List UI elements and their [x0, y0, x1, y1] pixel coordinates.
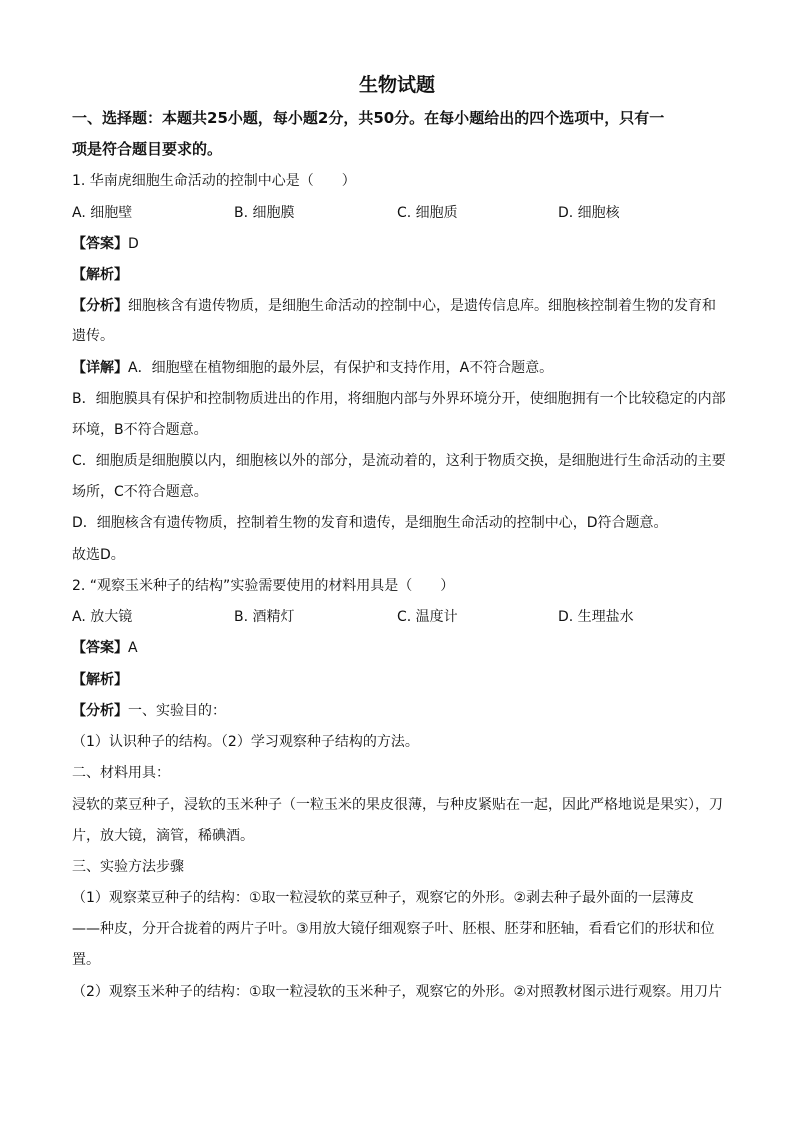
answer-value: D [128, 236, 139, 252]
q2-line-7: ——种皮，分开合拢着的两片子叶。③用放大镜仔细观察子叶、胚根、胚芽和胚轴，看看它们的形状和位 [72, 921, 715, 937]
q2-option-a: A. 放大镜 [72, 609, 133, 625]
q2-line-2: 二、材料用具： [72, 765, 170, 781]
fenxi-text: 细胞核含有遗传物质，是细胞生命活动的控制中心，是遗传信息库。细胞核控制着生物的发育和 [128, 298, 716, 314]
q1-xiangjie-b-2: 环境，B不符合题意。 [72, 422, 208, 438]
q2-line-6: （1）观察菜豆种子的结构：①取一粒浸软的菜豆种子，观察它的外形。②剥去种子最外面的一层薄皮 [72, 890, 695, 906]
q2-line-5: 三、实验方法步骤 [72, 859, 184, 875]
q1-xiangjie-c-2: 场所，C不符合题意。 [72, 484, 208, 500]
q1-option-d: D. 细胞核 [558, 205, 620, 221]
section-header-line-2: 项是符合题目要求的。 [72, 140, 223, 158]
q2-analysis-tag: 【解析】 [72, 672, 128, 688]
q1-analysis-tag: 【解析】 [72, 267, 128, 283]
q1-fenxi-line-1 [72, 296, 716, 316]
q1-xiangjie-c-1: C．细胞质是细胞膜以内，细胞核以外的部分，是流动着的，这利于物质交换，是细胞进行生命活动的主要 [72, 453, 726, 469]
q1-fenxi-line-2: 遗传。 [72, 328, 114, 344]
fenxi-tag: 【分析】 [72, 298, 128, 314]
q2-option-c: C. 温度计 [397, 609, 458, 625]
xiangjie-tag: 【详解】 [72, 360, 128, 376]
answer-value: A [128, 640, 138, 656]
q2-line-8: 置。 [72, 952, 100, 968]
fenxi-text: 一、实验目的： [128, 703, 226, 719]
q2-line-1: （1）认识种子的结构。（2）学习观察种子结构的方法。 [72, 734, 419, 750]
q1-conclusion: 故选D。 [72, 547, 125, 563]
q2-option-d: D. 生理盐水 [558, 609, 634, 625]
q1-xiangjie-a [72, 358, 553, 378]
q1-option-b: B. 细胞膜 [234, 205, 295, 221]
section-header-line-1: 一、选择题：本题共25小题，每小题2分，共50分。在每小题给出的四个选项中，只有一 [72, 109, 665, 127]
q2-line-4: 片，放大镜，滴管，稀碘酒。 [72, 828, 254, 844]
q1-xiangjie-b-1: B．细胞膜具有保护和控制物质进出的作用，将细胞内部与外界环境分开，使细胞拥有一个比较稳定的内部 [72, 391, 726, 407]
question-2-stem: 2. “观察玉米种子的结构”实验需要使用的材料用具是（ ） [72, 578, 455, 594]
q1-answer [72, 234, 139, 254]
xiangjie-a-text: A．细胞壁在植物细胞的最外层，有保护和支持作用，A不符合题意。 [128, 360, 554, 376]
q2-fenxi-line [72, 701, 226, 721]
q1-option-c: C. 细胞质 [397, 205, 458, 221]
answer-tag: 【答案】 [72, 640, 128, 656]
q1-option-a: A. 细胞壁 [72, 205, 133, 221]
page-title: 生物试题 [358, 74, 435, 96]
q1-xiangjie-d: D．细胞核含有遗传物质，控制着生物的发育和遗传，是细胞生命活动的控制中心，D符合题意。 [72, 515, 668, 531]
q2-option-b: B. 酒精灯 [234, 609, 295, 625]
q2-answer [72, 638, 138, 658]
question-1-stem: 1. 华南虎细胞生命活动的控制中心是（ ） [72, 173, 356, 189]
fenxi-tag: 【分析】 [72, 703, 128, 719]
q2-line-9: （2）观察玉米种子的结构：①取一粒浸软的玉米种子，观察它的外形。②对照教材图示进行观察。用刀片 [72, 984, 723, 1000]
answer-tag: 【答案】 [72, 236, 128, 252]
q2-line-3: 浸软的菜豆种子，浸软的玉米种子（一粒玉米的果皮很薄，与种皮紧贴在一起，因此严格地说是果实），刀 [72, 797, 723, 813]
